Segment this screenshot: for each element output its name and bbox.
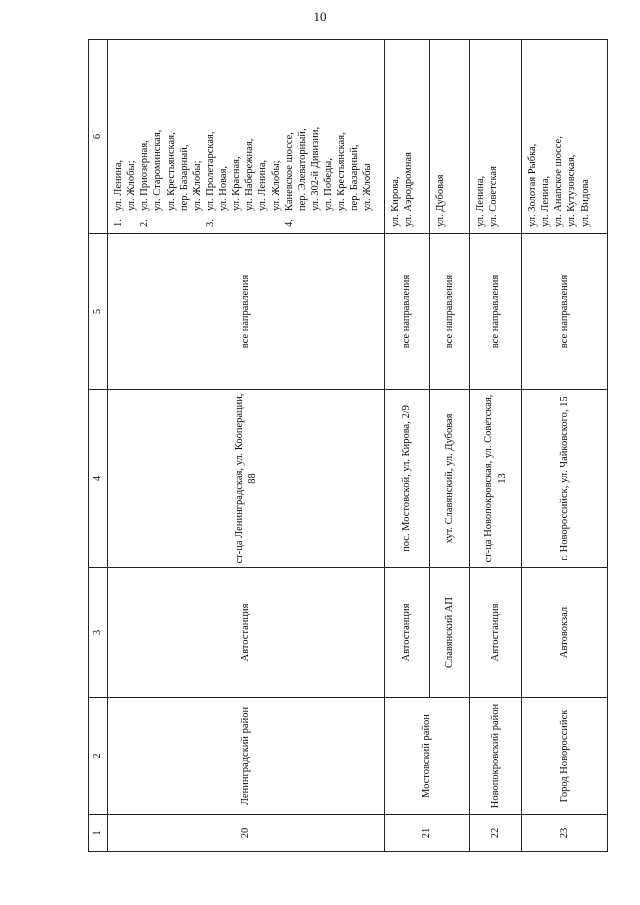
column-header: 6 — [89, 40, 108, 234]
direction-cell: все направления — [430, 234, 470, 390]
street-group-number: 2. — [139, 219, 151, 227]
stations-table — [88, 39, 608, 852]
street-line: ул. Красная, — [231, 156, 243, 211]
street-line: ул. Староминская, — [152, 129, 164, 211]
district-cell: Мостовский район — [385, 698, 470, 815]
street-group-number: 1. — [113, 219, 124, 227]
column-number-row — [89, 40, 108, 852]
street-line: ул. Пролетарская, — [204, 131, 216, 211]
table-row — [470, 40, 522, 852]
street-line: ул. Приозерная, — [139, 140, 151, 211]
street-line: ул. Кутузовская, — [566, 154, 578, 227]
streets-cell — [385, 40, 430, 234]
street-line: ул. Крестьянская, — [165, 132, 177, 211]
street-group — [204, 46, 283, 227]
street-line: ул. Аэродромная — [403, 152, 415, 227]
station-type-cell: Автостанция — [470, 568, 522, 698]
address-cell: пос. Мостовской, ул. Кирова, 2/9 — [385, 390, 430, 568]
district-cell: Ленинградский район — [108, 698, 385, 815]
street-line: ул. Анапское шоссе, — [553, 136, 565, 227]
row-number: 23 — [522, 815, 608, 852]
street-line: ул. Ленина, — [113, 159, 124, 211]
streets-cell — [470, 40, 522, 234]
street-line: ул. Набережная, — [244, 138, 256, 211]
street-line: пер. Базарный, — [349, 144, 361, 211]
column-header: 1 — [89, 815, 108, 852]
street-group — [112, 46, 138, 227]
street-line: ул. Кирова, — [390, 176, 401, 227]
street-line: ул. Новая, — [218, 165, 229, 211]
table-row — [385, 40, 430, 852]
station-type-cell: Автовокзал — [522, 568, 608, 698]
rotated-table-wrapper — [88, 40, 606, 852]
street-group-number: 3. — [204, 219, 216, 227]
address-cell: ст-ца Новопокровская, ул. Советская, 13 — [470, 390, 522, 568]
street-group-number: 4. — [283, 219, 295, 227]
address-cell: ст-ца Ленинградская, ул. Кооперации, 88 — [108, 390, 385, 568]
direction-cell: все направления — [522, 234, 608, 390]
street-line: ул. Крестьянская, — [336, 132, 348, 211]
street-line: Каневское шоссе, — [283, 132, 295, 211]
street-line: ул. Дубовая — [435, 174, 446, 227]
row-number: 20 — [108, 815, 385, 852]
direction-cell: все направления — [385, 234, 430, 390]
direction-cell: все направления — [470, 234, 522, 390]
district-cell: Город Новороссийск — [522, 698, 608, 815]
street-line: ул. Жлобы — [362, 163, 374, 211]
row-number: 21 — [385, 815, 470, 852]
page-number: 10 — [313, 9, 327, 24]
district-cell: Новопокровский район — [470, 698, 522, 815]
station-type-cell: Автостанция — [108, 568, 385, 698]
street-group — [283, 46, 375, 227]
column-header: 3 — [89, 568, 108, 698]
table-row — [522, 40, 608, 852]
street-line: ул. Победы, — [323, 158, 334, 211]
station-type-cell: Славянский АП — [430, 568, 470, 698]
column-header: 2 — [89, 698, 108, 815]
column-header: 5 — [89, 234, 108, 390]
street-line: ул. Жлобы; — [270, 160, 282, 211]
street-line: ул. Советская — [488, 166, 500, 227]
street-line: ул. Золотая Рыбка, — [527, 143, 538, 227]
street-line: ул. Жлобы; — [126, 160, 138, 211]
street-line: ул. 302-й Дивизии, — [309, 126, 321, 211]
street-line: ул. Ленина, — [257, 159, 269, 211]
street-line: пер. Элеваторный, — [296, 128, 308, 211]
streets-cell — [108, 40, 385, 234]
direction-cell: все направления — [108, 234, 385, 390]
column-header: 4 — [89, 390, 108, 568]
station-type-cell: Автостанция — [385, 568, 430, 698]
street-line: ул. Видова — [579, 179, 591, 227]
address-cell: г. Новороссийск, ул. Чайковского, 15 — [522, 390, 608, 568]
street-line: ул. Ленина, — [540, 175, 552, 227]
street-line: ул. Ленина, — [475, 175, 486, 227]
street-line: ул. Жлобы; — [191, 160, 203, 211]
street-line: пер. Базарный, — [178, 144, 190, 211]
street-group — [138, 46, 204, 227]
streets-cell — [522, 40, 608, 234]
streets-cell — [430, 40, 470, 234]
address-cell: хут. Славянский, ул. Дубовая — [430, 390, 470, 568]
table-row — [108, 40, 385, 852]
row-number: 22 — [470, 815, 522, 852]
